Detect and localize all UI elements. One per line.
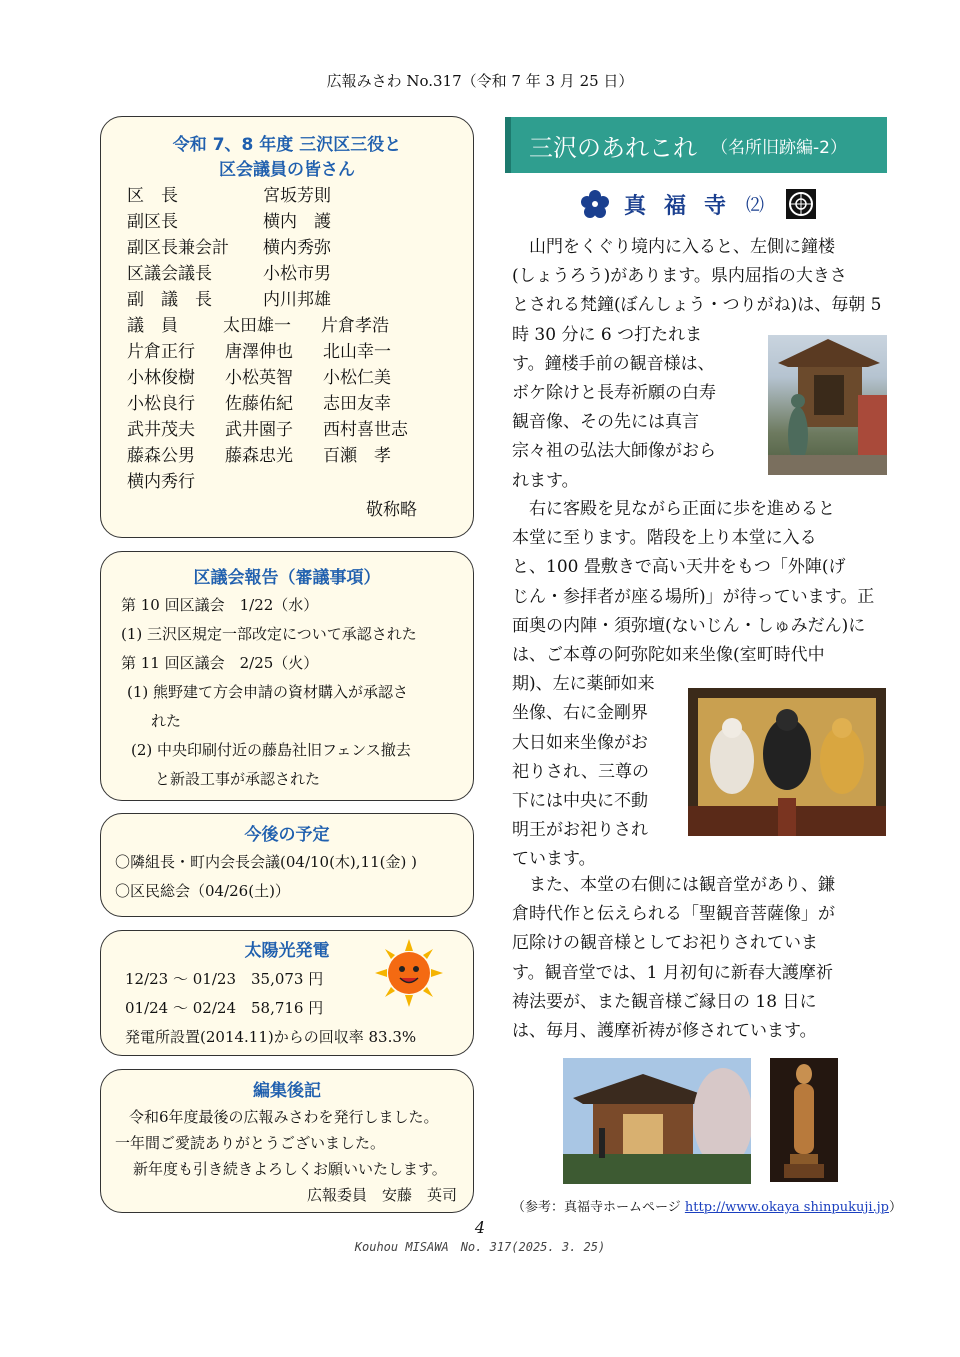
officer-name: 宮坂芳則 xyxy=(263,186,331,206)
sun-icon xyxy=(373,937,445,1009)
article-line: また、本堂の右側には観音堂があり、鎌 xyxy=(512,875,835,895)
officer-row xyxy=(127,209,473,235)
member-name xyxy=(225,469,323,495)
officers-title-1: 令和 7、8 年度 三沢区三役と xyxy=(172,135,402,155)
member-name: 佐藤佑紀 xyxy=(225,394,293,414)
article-line: 本堂に至ります。階段を上り本堂に入る xyxy=(512,528,817,549)
officer-row xyxy=(127,287,473,313)
article-line: 面奥の内陣・須弥壇(ないじん・しゅみだん)に xyxy=(512,615,866,636)
member-name: 横内秀行 xyxy=(127,472,195,492)
officers-box xyxy=(100,116,474,538)
article-line: 観音像、その先には真言 xyxy=(512,412,699,433)
report-line: と新設工事が承認された xyxy=(155,770,321,788)
reference-label: （参考：真福寺ホームページ xyxy=(512,1200,685,1215)
officer-row xyxy=(127,261,473,287)
members-grid xyxy=(127,339,473,495)
members-row xyxy=(127,417,473,443)
article-line: 大日如来坐像がお xyxy=(512,732,648,753)
article-line: 宗々祖の弘法大師像がおら xyxy=(512,441,716,462)
article-banner xyxy=(505,117,887,173)
article-line: 倉時代作と伝えられる「聖観音菩薩像」が xyxy=(512,904,835,925)
officer-name: 小松市男 xyxy=(263,264,331,284)
article-paragraph-3 xyxy=(512,871,835,1046)
solar-box xyxy=(100,930,474,1056)
member-name xyxy=(323,469,421,495)
member-name: 北山幸一 xyxy=(323,342,391,362)
report-line: 第 10 回区議会 1/22（水） xyxy=(121,596,319,614)
temple-part-number: ⑵ xyxy=(746,195,765,216)
member-name: 百瀬 孝 xyxy=(323,446,391,466)
members-row xyxy=(127,469,473,495)
officer-row xyxy=(127,235,473,261)
main-altar-photo xyxy=(688,688,886,836)
article-line: 期)、左に薬師如来 xyxy=(512,674,655,695)
officer-name: 横内 護 xyxy=(263,212,331,232)
temple-name: 真福寺 xyxy=(624,193,745,219)
editor-title: 編集後記 xyxy=(253,1081,321,1101)
reference-link[interactable]: http://www.okaya shinpukuji.jp xyxy=(684,1200,890,1215)
report-line: (1) 熊野建て方会申請の資材購入が承認さ xyxy=(127,683,409,701)
article-line: と、100 畳敷きで高い天井をもつ「外陣(げ xyxy=(512,557,846,578)
officer-role: 副区長 xyxy=(127,212,178,232)
solar-line: 12/23 ～ 01/23 35,073 円 xyxy=(125,970,324,988)
member-name: 小松良行 xyxy=(127,394,195,414)
editor-box xyxy=(100,1069,474,1213)
officer-role: 区 長 xyxy=(127,186,178,206)
article-line: ています。 xyxy=(512,849,596,870)
reference-close: ） xyxy=(889,1200,903,1215)
report-title: 区議会報告（審議事項） xyxy=(193,568,381,588)
member-name: 藤森公男 xyxy=(127,446,195,466)
member-name: 藤森忠光 xyxy=(225,446,293,466)
officer-role: 副 議 長 xyxy=(127,290,212,310)
article-line: (しょうろう)があります。県内屈指の大きさ xyxy=(512,266,847,287)
member-name: 武井園子 xyxy=(225,420,293,440)
kannon-hall-photo xyxy=(563,1058,751,1184)
article-line: す。鐘楼手前の観音様は、 xyxy=(512,353,715,374)
officer-row xyxy=(127,183,473,209)
member-name: 唐澤伸也 xyxy=(225,342,293,362)
member-name: 西村喜世志 xyxy=(323,420,408,440)
editor-line: 一年間ご愛読ありがとうございました。 xyxy=(115,1134,386,1152)
reference-note xyxy=(512,1196,902,1215)
page-number: 4 xyxy=(474,1218,486,1237)
article-line: は、毎月、護摩祈祷が修されています。 xyxy=(512,1021,817,1042)
article-line: 厄除けの観音様としてお祀りされていま xyxy=(512,933,818,954)
article-line: 山門をくぐり境内に入ると、左側に鐘楼 xyxy=(512,237,835,257)
banner-subtitle: （名所旧跡編-2） xyxy=(711,137,847,158)
article-line: 下には中央に不動 xyxy=(512,791,648,812)
member-name: 片倉正行 xyxy=(127,342,195,362)
members-first-row xyxy=(127,313,473,339)
report-box xyxy=(100,551,474,801)
article-line: じん・参拝者が座る場所)」が待っています。正 xyxy=(512,586,875,607)
article-line: れます。 xyxy=(512,470,579,491)
report-line: (2) 中央印刷付近の藤島社旧フェンス撤去 xyxy=(131,741,411,759)
report-line: れた xyxy=(151,712,182,730)
member-name: 武井茂夫 xyxy=(127,420,195,440)
officer-role: 区議会議長 xyxy=(127,264,212,284)
editor-line: 令和6年度最後の広報みさわを発行しました。 xyxy=(129,1108,439,1126)
report-line: 第 11 回区議会 2/25（火） xyxy=(121,654,319,672)
member-name: 片倉孝浩 xyxy=(321,316,389,336)
article-line: 明王がお祀りされ xyxy=(512,820,648,841)
bellflower-crest-icon xyxy=(580,189,610,219)
schedule-line: 〇隣組長・町内会長会議(04/10(木),11(金) ) xyxy=(115,853,417,871)
members-row xyxy=(127,339,473,365)
member-name: 小林俊樹 xyxy=(127,368,195,388)
temple-crest-icon xyxy=(786,189,816,219)
article-line: 祀りされ、三尊の xyxy=(512,761,650,782)
schedule-line: 〇区民総会（04/26(土)） xyxy=(115,882,290,900)
members-row xyxy=(127,443,473,469)
officers-title-2: 区会議員の皆さん xyxy=(219,160,355,180)
article-line: 坐像、右に金剛界 xyxy=(512,703,648,724)
article-line: 右に客殿を見ながら正面に歩を進めると xyxy=(512,499,835,519)
article-line: 祷法要が、また観音様ご縁日の 18 日に xyxy=(512,991,817,1012)
report-line: (1) 三沢区規定一部改定について承認された xyxy=(121,625,417,643)
bell-tower-photo xyxy=(768,335,887,475)
temple-heading xyxy=(580,188,850,220)
honorific-note: 敬称略 xyxy=(366,500,417,520)
article-line: す。観音堂では、1 月初旬に新春大護摩祈 xyxy=(512,962,833,983)
member-name: 小松英智 xyxy=(225,368,293,388)
officer-role: 副区長兼会計 xyxy=(127,238,229,258)
article-line: は、ご本尊の阿弥陀如来坐像(室町時代中 xyxy=(512,645,825,666)
solar-title: 太陽光発電 xyxy=(244,941,330,961)
schedule-box xyxy=(100,813,474,917)
schedule-title: 今後の予定 xyxy=(244,825,330,845)
solar-line: 発電所設置(2014.11)からの回収率 83.3% xyxy=(125,1028,417,1046)
members-row xyxy=(127,365,473,391)
editor-signature: 広報委員 安藤 英司 xyxy=(306,1186,457,1204)
editor-line: 新年度も引き続きよろしくお願いいたします。 xyxy=(133,1160,447,1178)
member-name: 志田友幸 xyxy=(323,394,391,414)
officer-roles-list xyxy=(127,183,473,313)
members-label: 議 員 xyxy=(127,316,178,336)
member-name: 太田雄一 xyxy=(223,316,291,336)
officer-name: 横内秀弥 xyxy=(263,238,331,258)
page-header: 広報みさわ No.317（令和 7 年 3 月 25 日） xyxy=(326,72,634,90)
banner-title: 三沢のあれこれ xyxy=(529,133,697,162)
solar-line: 01/24 ～ 02/24 58,716 円 xyxy=(125,999,324,1017)
article-line: ボケ除けと長寿祈願の白寿 xyxy=(512,383,716,404)
kannon-statue-photo xyxy=(770,1058,838,1182)
officer-name: 内川邦雄 xyxy=(263,290,331,310)
member-name: 小松仁美 xyxy=(323,368,391,388)
article-line: とされる梵鐘(ぼんしょう・つりがね)は、毎朝 5 xyxy=(512,295,882,316)
article-line: 時 30 分に 6 つ打たれま xyxy=(512,324,703,345)
members-row xyxy=(127,391,473,417)
footer-issue: Kouhou MISAWA No. 317(2025. 3. 25) xyxy=(354,1240,606,1254)
